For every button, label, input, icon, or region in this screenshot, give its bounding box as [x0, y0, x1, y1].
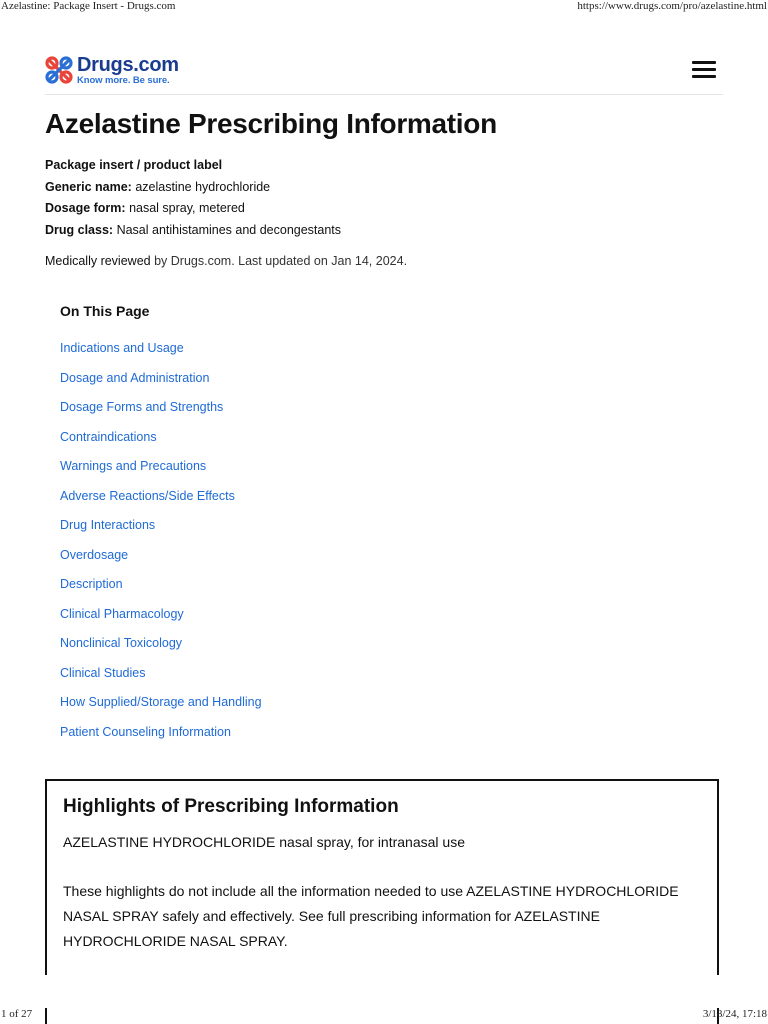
toc-link[interactable]: Contraindications [60, 429, 157, 444]
toc-link[interactable]: Clinical Pharmacology [60, 606, 184, 621]
toc-title: On This Page [60, 303, 150, 319]
toc-link[interactable]: Adverse Reactions/Side Effects [60, 488, 235, 503]
toc-link[interactable]: Drug Interactions [60, 518, 156, 532]
print-header-title: Azelastine: Package Insert - Drugs.com [1, 0, 176, 12]
hamburger-menu-icon[interactable] [692, 61, 716, 79]
review-note [45, 254, 407, 268]
toc-link[interactable]: How Supplied/Storage and Handling [60, 695, 262, 709]
toc-link[interactable]: Dosage and Administration [60, 370, 210, 385]
toc-link[interactable]: Patient Counseling Information [60, 724, 231, 739]
page-break-cover [0, 975, 768, 1008]
print-footer [0, 1008, 768, 1020]
site-logo[interactable] [44, 55, 179, 86]
highlights-title: Highlights of Prescribing Information [63, 796, 399, 817]
meta-class: Drug class: Nasal antihistamines and decongestants [45, 223, 342, 238]
drugs-com-logo-icon [44, 55, 74, 85]
print-header-url: https://www.drugs.com/pro/azelastine.html [577, 0, 767, 12]
logo-tagline: Know more. Be sure. [77, 75, 170, 86]
toc-link[interactable]: Dosage Forms and Strengths [60, 400, 224, 414]
toc-link[interactable]: Overdosage [60, 547, 129, 562]
toc-link[interactable]: Indications and Usage [60, 341, 184, 355]
meta-subtitle: Package insert / product label [45, 158, 223, 172]
toc-link[interactable]: Warnings and Precautions [60, 459, 207, 473]
reviewed-detail: by Drugs.com. Last updated on Jan 14, 2024. [154, 254, 408, 268]
drug-meta [45, 155, 341, 242]
highlights-product: AZELASTINE HYDROCHLORIDE nasal spray, for intranasal use [63, 834, 465, 850]
print-header [0, 0, 768, 12]
header-divider [45, 94, 723, 95]
drug-class-link[interactable]: Nasal antihistamines and decongestants [116, 223, 342, 238]
toc-list [60, 338, 262, 751]
logo-name: Drugs.com [77, 54, 179, 76]
meta-generic: Generic name: azelastine hydrochloride [45, 179, 271, 194]
page-title: Azelastine Prescribing Information [45, 108, 497, 139]
reviewed-label[interactable]: Medically reviewed [45, 254, 151, 268]
print-footer-datetime: 3/18/24, 17:18 [702, 1008, 767, 1020]
print-footer-page: 1 of 27 [1, 1008, 33, 1020]
toc-link[interactable]: Nonclinical Toxicology [60, 636, 183, 650]
toc-link[interactable]: Description [60, 577, 123, 591]
meta-dosage: Dosage form: nasal spray, metered [45, 201, 245, 216]
toc-link[interactable]: Clinical Studies [60, 665, 146, 680]
highlights-note: These highlights do not include all the information needed to use AZELASTINE HYDROCHLORIDE NASAL SPRAY safely and effectively. See full prescribing information for AZELASTINE HYDROCHLORIDE NASAL SPRAY. [63, 883, 679, 949]
